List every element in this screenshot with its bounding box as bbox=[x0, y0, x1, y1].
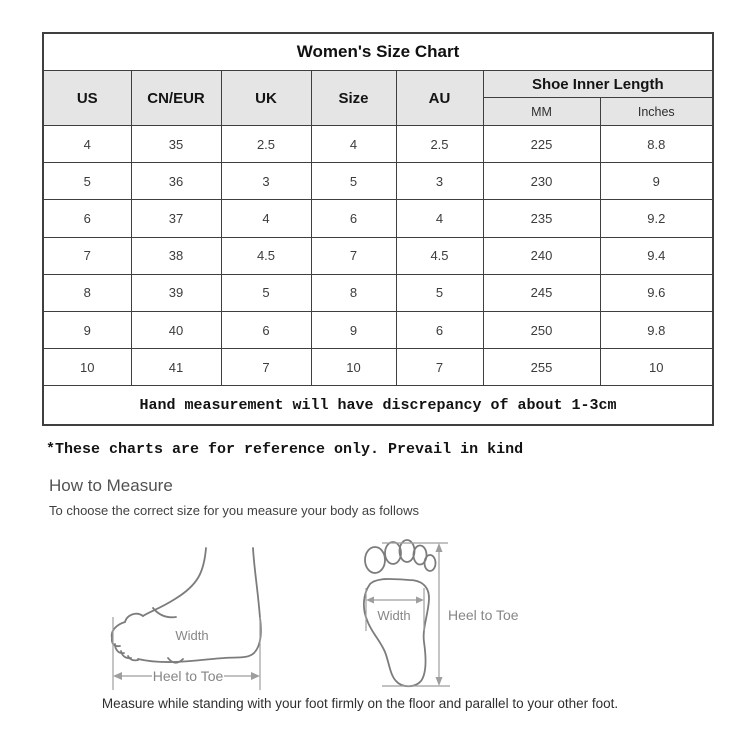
size-cell: 9.8 bbox=[600, 311, 713, 348]
size-cell: 3 bbox=[221, 163, 311, 200]
size-cell: 7 bbox=[221, 349, 311, 386]
foot-top-view-diagram bbox=[340, 536, 580, 696]
size-cell: 10 bbox=[311, 349, 396, 386]
size-cell: 4 bbox=[396, 200, 483, 237]
size-cell: 5 bbox=[43, 163, 131, 200]
size-cell: 235 bbox=[483, 200, 600, 237]
size-chart-table bbox=[42, 32, 714, 426]
size-cell: 4.5 bbox=[221, 237, 311, 274]
size-cell: 4 bbox=[221, 200, 311, 237]
size-cell: 2.5 bbox=[221, 126, 311, 163]
measure-caption: Measure while standing with your foot firmly on the floor and parallel to your other foot. bbox=[101, 696, 619, 711]
table-row bbox=[43, 163, 713, 200]
size-cell: 5 bbox=[311, 163, 396, 200]
size-cell: 38 bbox=[131, 237, 221, 274]
col-header-inches: Inches bbox=[600, 98, 713, 126]
col-header-size: Size bbox=[311, 71, 396, 126]
table-title: Women's Size Chart bbox=[43, 33, 713, 71]
side-width-label: Width bbox=[175, 628, 209, 643]
size-cell: 9.6 bbox=[600, 274, 713, 311]
size-cell: 8.8 bbox=[600, 126, 713, 163]
size-cell: 41 bbox=[131, 349, 221, 386]
size-cell: 8 bbox=[311, 274, 396, 311]
table-row bbox=[43, 126, 713, 163]
size-cell: 9 bbox=[311, 311, 396, 348]
top-width-label: Width bbox=[377, 608, 411, 623]
size-cell: 225 bbox=[483, 126, 600, 163]
table-row bbox=[43, 200, 713, 237]
size-cell: 5 bbox=[396, 274, 483, 311]
reference-note: *These charts are for reference only. Prevail in kind bbox=[46, 441, 524, 458]
col-header-shoe-inner-length: Shoe Inner Length bbox=[483, 71, 713, 98]
size-cell: 240 bbox=[483, 237, 600, 274]
size-cell: 2.5 bbox=[396, 126, 483, 163]
size-cell: 35 bbox=[131, 126, 221, 163]
size-cell: 7 bbox=[311, 237, 396, 274]
size-cell: 6 bbox=[311, 200, 396, 237]
col-header-cn-eur: CN/EUR bbox=[131, 71, 221, 126]
size-cell: 39 bbox=[131, 274, 221, 311]
title-row bbox=[43, 33, 713, 71]
table-row bbox=[43, 237, 713, 274]
size-cell: 37 bbox=[131, 200, 221, 237]
size-cell: 250 bbox=[483, 311, 600, 348]
col-header-mm: MM bbox=[483, 98, 600, 126]
size-cell: 6 bbox=[396, 311, 483, 348]
footnote-row bbox=[43, 386, 713, 426]
size-cell: 6 bbox=[221, 311, 311, 348]
size-cell: 8 bbox=[43, 274, 131, 311]
size-cell: 36 bbox=[131, 163, 221, 200]
size-cell: 245 bbox=[483, 274, 600, 311]
size-cell: 4 bbox=[43, 126, 131, 163]
foot-side-view-diagram bbox=[96, 538, 286, 696]
size-cell: 7 bbox=[396, 349, 483, 386]
col-header-us: US bbox=[43, 71, 131, 126]
top-heel-to-toe-label: Heel to Toe bbox=[448, 607, 519, 623]
size-cell: 255 bbox=[483, 349, 600, 386]
how-to-measure-subheading: To choose the correct size for you measure your body as follows bbox=[49, 503, 419, 518]
size-cell: 40 bbox=[131, 311, 221, 348]
size-cell: 4 bbox=[311, 126, 396, 163]
table-row bbox=[43, 311, 713, 348]
size-cell: 10 bbox=[600, 349, 713, 386]
size-cell: 230 bbox=[483, 163, 600, 200]
size-cell: 9 bbox=[43, 311, 131, 348]
how-to-measure-heading: How to Measure bbox=[49, 476, 173, 495]
foot-side-outline bbox=[112, 548, 261, 663]
side-heel-to-toe-label: Heel to Toe bbox=[152, 668, 224, 684]
table-row bbox=[43, 349, 713, 386]
table-footnote: Hand measurement will have discrepancy of about 1-3cm bbox=[43, 386, 713, 426]
size-cell: 9.2 bbox=[600, 200, 713, 237]
size-cell: 9 bbox=[600, 163, 713, 200]
col-header-au: AU bbox=[396, 71, 483, 126]
size-cell: 10 bbox=[43, 349, 131, 386]
size-cell: 7 bbox=[43, 237, 131, 274]
size-cell: 3 bbox=[396, 163, 483, 200]
size-cell: 6 bbox=[43, 200, 131, 237]
table-row bbox=[43, 274, 713, 311]
header-row-group bbox=[43, 71, 713, 98]
size-cell: 5 bbox=[221, 274, 311, 311]
col-header-uk: UK bbox=[221, 71, 311, 126]
size-cell: 9.4 bbox=[600, 237, 713, 274]
size-cell: 4.5 bbox=[396, 237, 483, 274]
